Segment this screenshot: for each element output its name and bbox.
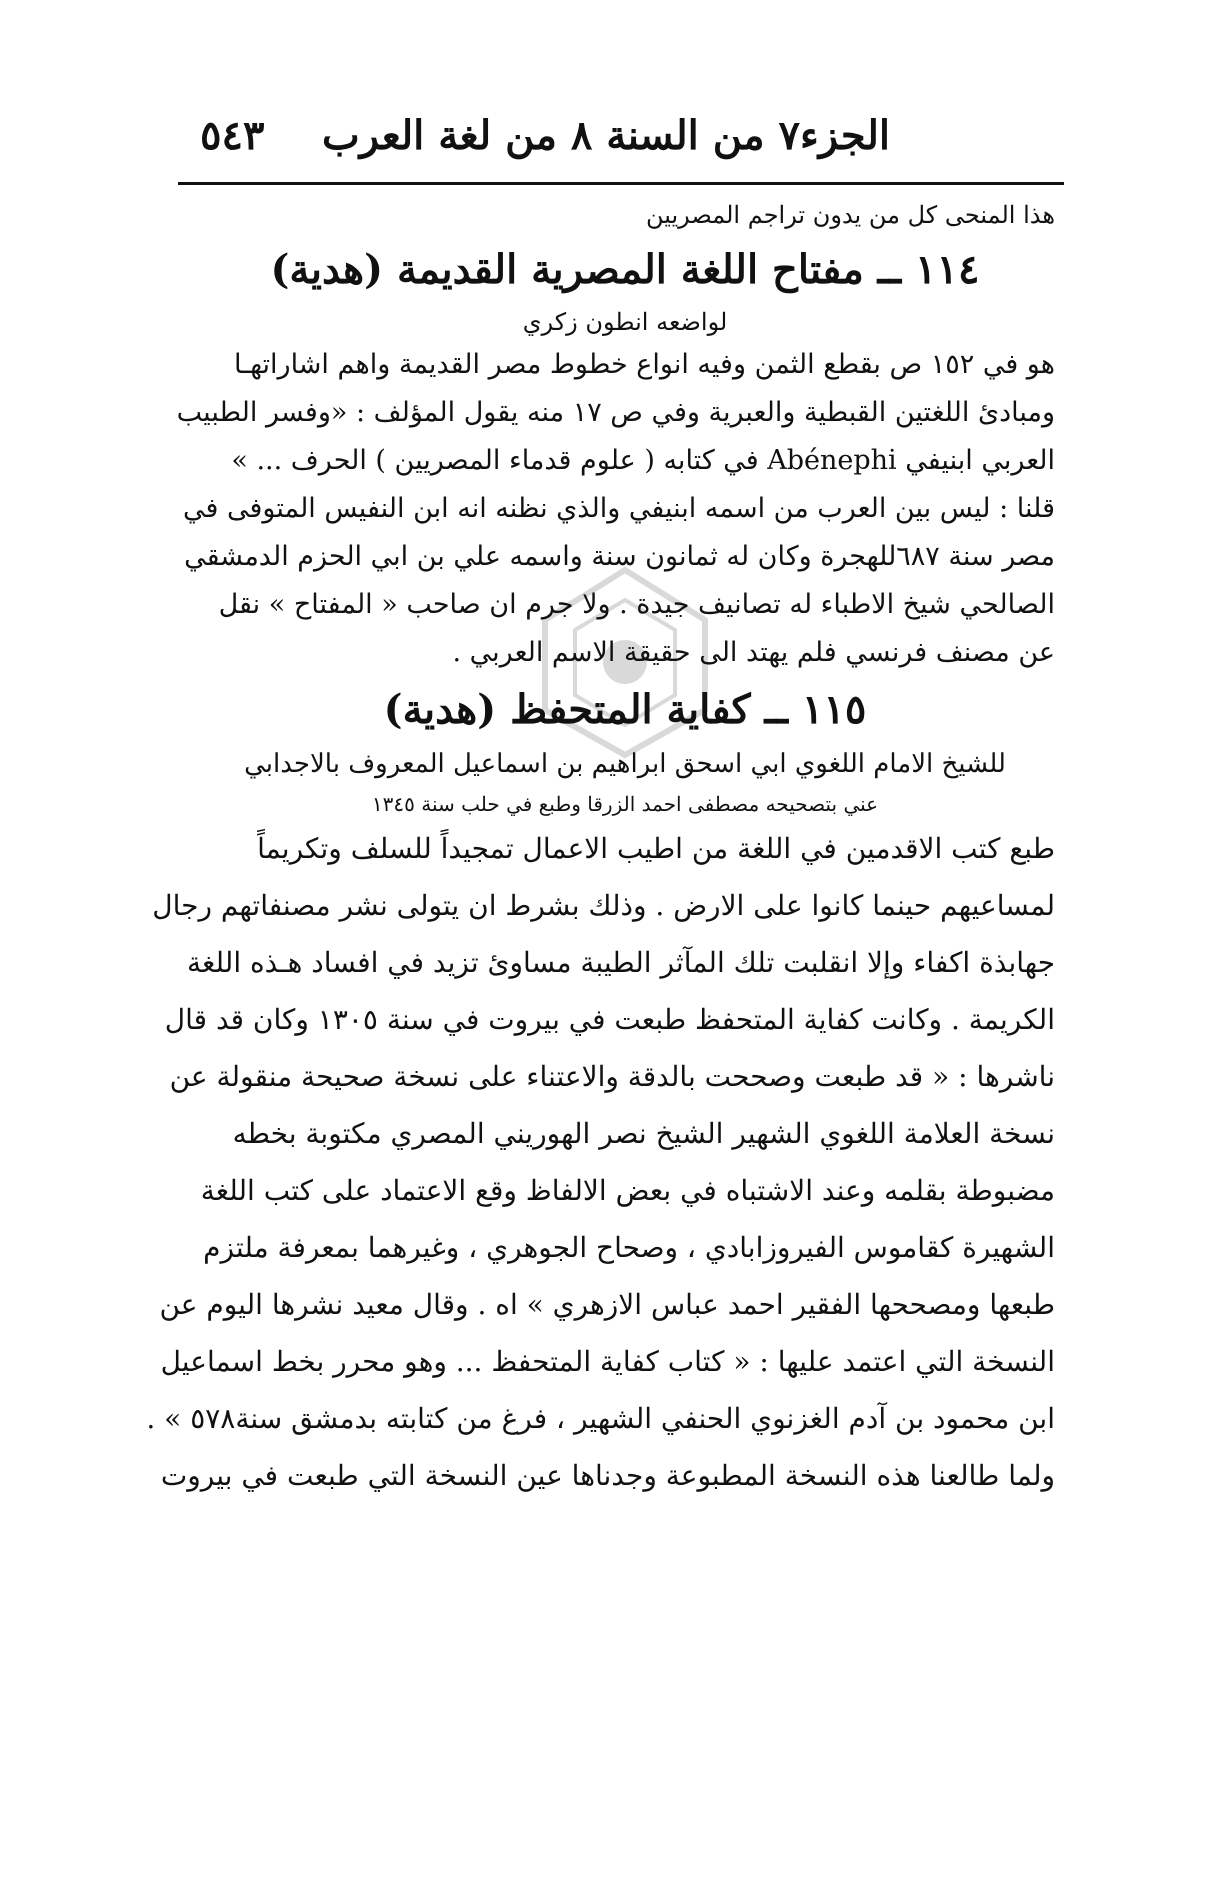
text-line: طبعها ومصححها الفقير احمد عباس الازهري » اه . وقال معيد نشرها اليوم عن [159,1288,1055,1321]
text-line: ومبادئ اللغتين القبطية والعبرية وفي ص ١٧ منه يقول المؤلف : «وفسر الطبيب [176,397,1055,428]
text-line: عن مصنف فرنسي فلم يهتد الى حقيقة الاسم العربي . [452,637,1055,668]
text-line: الكريمة . وكانت كفاية المتحفظ طبعت في بيروت في سنة ١٣٠٥ وكان قد قال [164,1003,1055,1036]
entry-115-text [146,822,1055,1506]
running-header [200,100,890,170]
entry-115-author: للشيخ الامام اللغوي ابي اسحق ابراهيم بن اسماعيل المعروف بالاجدابي [244,749,1006,779]
text-line: ناشرها : « قد طبعت وصححت بالدقة والاعتناء على نسخة صحيحة منقولة عن [169,1060,1055,1093]
text-line: مصر سنة ٦٨٧للهجرة وكان له ثمانون سنة واسمه علي بن ابي الحزم الدمشقي [184,541,1055,572]
text-line: مضبوطة بقلمه وعند الاشتباه في بعض الالفاظ وقع الاعتماد على كتب اللغة [200,1174,1055,1207]
entry-115-editor: عني بتصحيحه مصطفى احمد الزرقا وطبع في حلب سنة ١٣٤٥ [371,792,879,816]
text-line: لمساعيهم حينما كانوا على الارض . وذلك بشرط ان يتولى نشر مصنفاتهم رجال [152,889,1055,922]
entry-114-text [176,342,1055,678]
text-line: النسخة التي اعتمد عليها : « كتاب كفاية المتحفظ ... وهو محرر بخط اسماعيل [160,1345,1055,1378]
text-line: ولما طالعنا هذه النسخة المطبوعة وجدناها عين النسخة التي طبعت في بيروت [160,1459,1055,1492]
text-line: جهابذة اكفاء وإلا انقلبت تلك المآثر الطيبة مساوئ تزيد في افساد هـذه اللغة [187,946,1055,979]
journal-header-title: الجزء٧ من السنة ٨ من لغة العرب [321,111,890,159]
intro-line: هذا المنحى كل من يدون تراجم المصريين [645,201,1055,229]
text-line: قلنا : ليس بين العرب من اسمه ابنيفي والذي نظنه انه ابن النفيس المتوفى في [182,493,1055,524]
entry-115-heading: ١١٥ ــ كفاية المتحفظ (هدية) [383,686,867,733]
entry-114-heading: ١١٤ ــ مفتاح اللغة المصرية القديمة (هدية) [270,246,980,293]
text-line: ابن محمود بن آدم الغزنوي الحنفي الشهير ، فرغ من كتابته بدمشق سنة٥٧٨ » . [146,1402,1055,1435]
text-line: نسخة العلامة اللغوي الشهير الشيخ نصر الهوريني المصري مكتوبة بخطه [232,1117,1055,1150]
header-rule [178,182,1064,185]
text-line: الصالحي شيخ الاطباء له تصانيف جيدة . ولا جرم ان صاحب « المفتاح » نقل [218,589,1055,620]
text-line: الشهيرة كقاموس الفيروزابادي ، وصحاح الجوهري ، وغيرهما بمعرفة ملتزم [203,1231,1055,1264]
text-line: العربي ابنيفي Abénephi في كتابه ( علوم قدماء المصريين ) الحرف ... » [231,445,1055,476]
text-line: هو في ١٥٢ ص بقطع الثمن وفيه انواع خطوط مصر القديمة واهم اشاراتهـا [233,349,1055,380]
page-number: ٥٤٣ [200,111,265,159]
entry-114-author: لواضعه انطون زكري [522,308,728,336]
text-line: طبع كتب الاقدمين في اللغة من اطيب الاعمال تمجيداً للسلف وتكريماً [257,832,1055,865]
